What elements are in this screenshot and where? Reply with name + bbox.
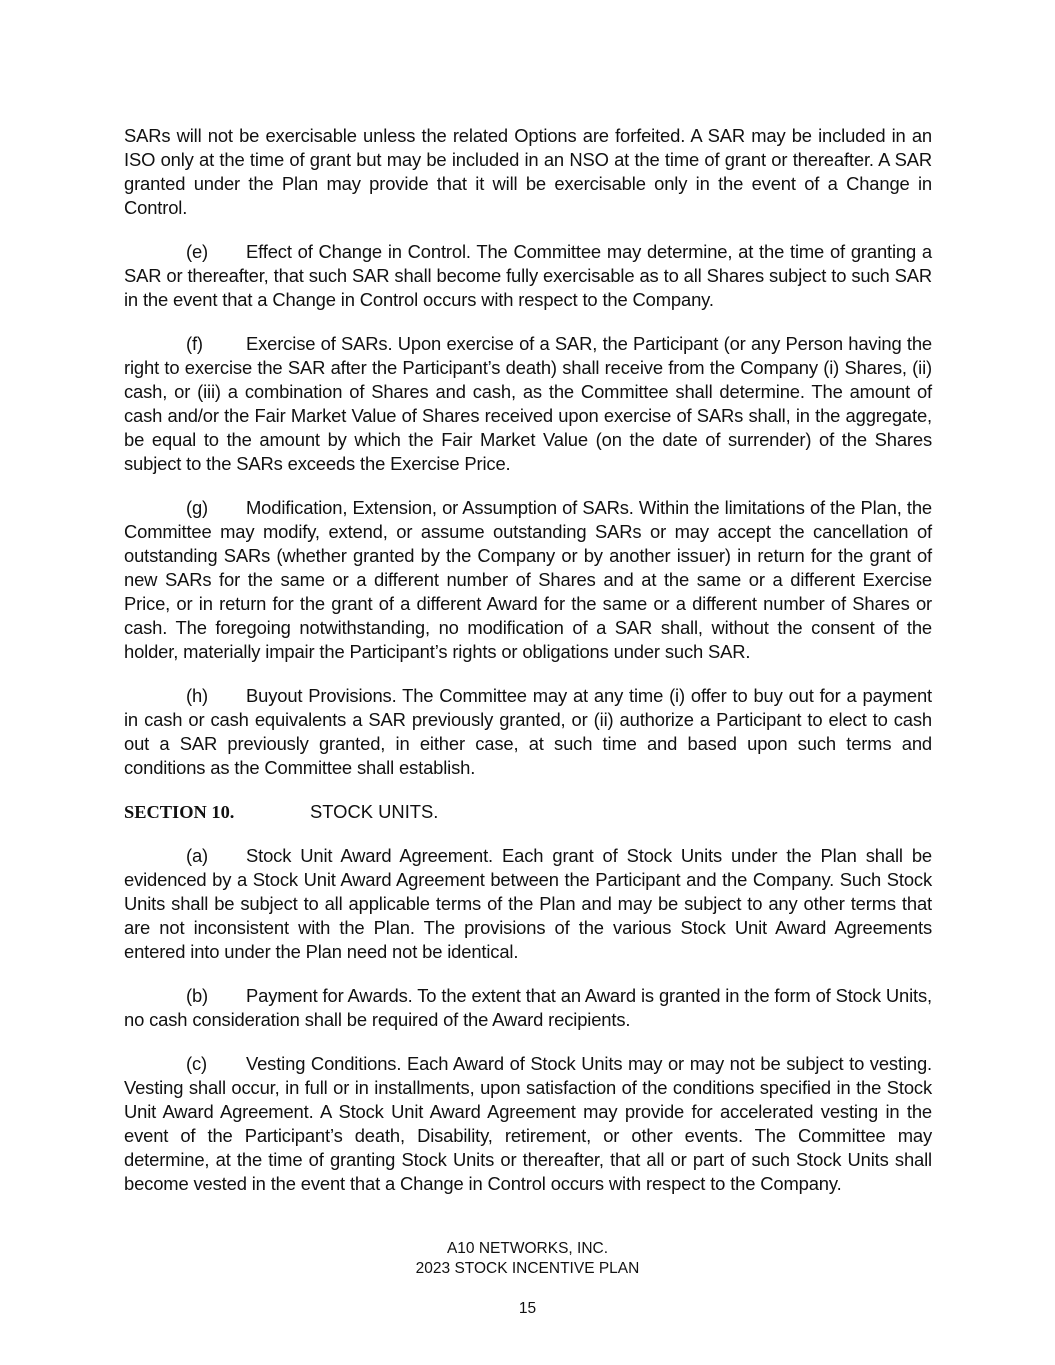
document-body [124,124,932,1216]
paragraph-su-c [124,1052,932,1196]
paragraph-text: Payment for Awards. To the extent that an Award is granted in the form of Stock Units, no cash consideration shall be required of the Award recipients. [124,985,932,1030]
paragraph-text: Stock Unit Award Agreement. Each grant of Stock Units under the Plan shall be evidenced by a Stock Unit Award Agreement between the Participant and the Company. Such Stock Units shall be subject to all applicable terms of the Plan and may be subject to any other terms that are not inconsistent with the Plan. The provisions of the various Stock Unit Award Agreements entered into under the Plan need not be identical. [124,845,932,962]
paragraph-sar-f [124,332,932,476]
paragraph-su-a [124,844,932,964]
paragraph-text: Modification, Extension, or Assumption of SARs. Within the limitations of the Plan, the Committee may modify, extend, or assume outstanding SARs or may accept the cancellation of outstanding SARs (whether granted by the Company or by another issuer) in return for the grant of new SARs for the same or a different number of Shares and at the same or a different Exercise Price, or in return for the grant of a different Award for the same or a different number of Shares or cash. The foregoing notwithstanding, no modification of a SAR shall, without the consent of the holder, materially impair the Participant’s rights or obligations under such SAR. [124,497,932,662]
paragraph-su-b [124,984,932,1032]
section-heading [124,800,932,824]
paragraph-text: Buyout Provisions. The Committee may at any time (i) offer to buy out for a payment in cash or cash equivalents a SAR previously granted, or (ii) authorize a Participant to elect to cash out a SAR previously granted, in either case, at such time and based upon such terms and conditions as the Committee shall establish. [124,685,932,778]
footer-company-name: A10 NETWORKS, INC. [446,1240,609,1257]
paragraph-sar-e [124,240,932,312]
paragraph-text: Vesting Conditions. Each Award of Stock Units may or may not be subject to vesting. Vesting shall occur, in full or in installments, upon satisfaction of the conditions specified in the Stock Unit Award Agreement. A Stock Unit Award Agreement may provide for accelerated vesting in the event of the Participant’s death, Disability, retirement, or other events. The Committee may determine, at the time of granting Stock Units or thereafter, that all or part of such Stock Units shall become vested in the event that a Change in Control occurs with respect to the Company. [124,1053,932,1194]
paragraph-number: (b) [186,985,209,1006]
paragraph-number: (c) [186,1053,207,1074]
page-number: 15 [518,1300,537,1317]
paragraph-number: (e) [186,241,209,262]
paragraph-sar-continuation [124,124,932,220]
section-title: STOCK UNITS. [310,801,439,822]
section-label: SECTION 10. [124,802,235,822]
paragraph-number: (a) [186,845,209,866]
paragraph-sar-g [124,496,932,664]
paragraph-number: (g) [186,497,209,518]
paragraph-text: SARs will not be exercisable unless the related Options are forfeited. A SAR may be included in an ISO only at the time of grant but may be included in an NSO at the time of grant or thereafter. A SAR granted under the Plan may provide that it will be exercisable only in the event of a Change in Control. [124,125,932,218]
paragraph-number: (f) [186,333,203,354]
paragraph-text: Effect of Change in Control. The Committee may determine, at the time of granting a SAR or thereafter, that such SAR shall become fully exercisable as to all Shares subject to such SAR in the event that a Change in Control occurs with respect to the Company. [124,241,932,310]
paragraph-text: Exercise of SARs. Upon exercise of a SAR, the Participant (or any Person having the right to exercise the SAR after the Participant’s death) shall receive from the Company (i) Shares, (ii) cash, or (iii) a combination of Shares and cash, as the Committee shall determine. The amount of cash and/or the Fair Market Value of Shares received upon exercise of SARs shall, in the aggregate, be equal to the amount by which the Fair Market Value (on the date of surrender) of the Shares subject to the SARs exceeds the Exercise Price. [124,333,932,474]
footer-plan-name: 2023 STOCK INCENTIVE PLAN [415,1260,640,1277]
paragraph-sar-h [124,684,932,780]
paragraph-number: (h) [186,685,209,706]
